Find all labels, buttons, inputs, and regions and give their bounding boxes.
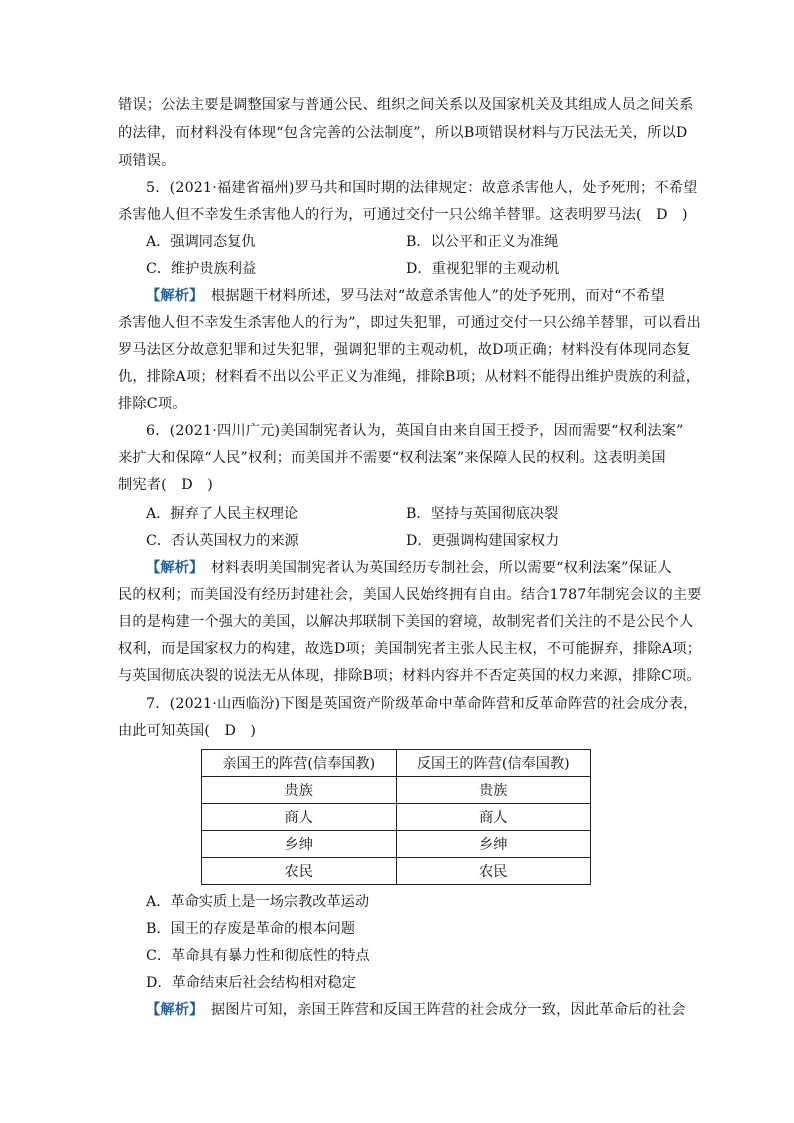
analysis-tag: 【解析】 xyxy=(146,1002,197,1018)
option-c: C．维护贵族利益 xyxy=(146,261,257,277)
table-cell: 乡绅 xyxy=(202,831,397,858)
table-header-cell: 亲国王的阵营(信奉国教) xyxy=(202,750,397,777)
question-5-stem: 杀害他人但不幸发生杀害他人的行为，可通过交付一只公绵羊替罪。这表明罗马法( D ) xyxy=(118,207,688,223)
option-d: D．革命结束后社会结构相对稳定 xyxy=(146,975,357,991)
analysis-text: 民的权利；而美国没有经历封建社会，美国人民始终拥有自由。结合1787年制宪会议的主要 xyxy=(118,587,702,603)
option-b: B．坚持与英国彻底决裂 xyxy=(406,506,559,522)
table-cell: 商人 xyxy=(202,804,397,831)
table-row xyxy=(202,804,591,831)
analysis-text: 与英国彻底决裂的说法无从体现，排除B项；材料内容并不否定英国的权力来源，排除C项。 xyxy=(118,668,701,684)
table-row xyxy=(202,831,591,858)
question-6-stem: 6．(2021·四川广元)美国制宪者认为，英国自由来自国王授予，因而需要“权利法案” xyxy=(146,423,684,439)
question-6-stem: 来扩大和保障“人民”权利；而美国并不需要“权利法案”来保障人民的权利。这表明美国 xyxy=(118,450,666,466)
option-a: A．革命实质上是一场宗教改革运动 xyxy=(146,894,370,910)
question-6-stem: 制宪者( D ) xyxy=(118,477,213,493)
table-cell: 商人 xyxy=(396,804,591,831)
analysis-text: 据图片可知，亲国王阵营和反国王阵营的社会成分一致，因此革命后的社会 xyxy=(196,1002,686,1018)
option-d: D．更强调构建国家权力 xyxy=(406,533,560,549)
question-5-stem: 5．(2021·福建省福州)罗马共和国时期的法律规定：故意杀害他人，处予死刑；不希望 xyxy=(146,180,698,196)
option-d: D．重视犯罪的主观动机 xyxy=(406,261,560,277)
analysis-text: 排除C项。 xyxy=(118,396,187,412)
analysis-text: 罗马法区分故意犯罪和过失犯罪，强调犯罪的主观动机，故D项正确；材料没有体现同态复 xyxy=(118,342,691,358)
option-a: A．摒弃了人民主权理论 xyxy=(146,506,299,522)
option-a: A．强调同态复仇 xyxy=(146,234,256,250)
table-cell: 贵族 xyxy=(202,777,397,804)
table-header-row xyxy=(202,750,591,777)
table-row xyxy=(202,858,591,885)
table-cell: 农民 xyxy=(202,858,397,885)
analysis-text: 仇，排除A项；材料看不出以公平正义为准绳，排除B项；从材料不能得出维护贵族的利益， xyxy=(118,369,701,385)
text-line: 的法律，而材料没有体现“包含完善的公法制度”，所以B项错误材料与万民法无关，所以D xyxy=(118,125,688,141)
table-header-cell: 反国王的阵营(信奉国教) xyxy=(396,750,591,777)
option-b: B．以公平和正义为准绳 xyxy=(406,234,559,250)
analysis-text: 权利，而是国家权力的构建，故选D项；美国制宪者主张人民主权，不可能摒弃，排除A项； xyxy=(118,641,702,657)
analysis-text: 根据题干材料所述，罗马法对“故意杀害他人”的处予死刑，而对“不希望 xyxy=(196,288,665,304)
question-7-stem: 由此可知英国( D ) xyxy=(118,723,257,739)
text-line: 项错误。 xyxy=(118,153,176,169)
social-composition-table xyxy=(201,749,591,885)
analysis-text: 材料表明美国制宪者认为英国经历专制社会，所以需要“权利法案”保证人 xyxy=(196,560,672,576)
analysis-tag: 【解析】 xyxy=(146,560,197,576)
table-cell: 农民 xyxy=(396,858,591,885)
text-line: 错误；公法主要是调整国家与普通公民、组织之间关系以及国家机关及其组成人员之间关系 xyxy=(118,97,694,113)
analysis-tag: 【解析】 xyxy=(146,288,197,304)
analysis-6 xyxy=(146,558,706,578)
question-7-stem: 7．(2021·山西临汾)下图是英国资产阶级革命中革命阵营和反革命阵营的社会成分表， xyxy=(146,696,698,712)
option-c: C．否认英国权力的来源 xyxy=(146,533,299,549)
analysis-5 xyxy=(146,286,706,306)
analysis-text: 目的是构建一个强大的美国，以解决邦联制下美国的窘境，故制宪者们关注的不是公民个人 xyxy=(118,614,694,630)
table-cell: 贵族 xyxy=(396,777,591,804)
option-b: B．国王的存废是革命的根本问题 xyxy=(146,921,356,937)
option-c: C．革命具有暴力性和彻底性的特点 xyxy=(146,948,370,964)
analysis-7 xyxy=(146,1000,706,1020)
table-row xyxy=(202,777,591,804)
analysis-text: 杀害他人但不幸发生杀害他人的行为”，即过失犯罪，可通过交付一只公绵羊替罪，可以看出 xyxy=(118,315,701,331)
table-cell: 乡绅 xyxy=(396,831,591,858)
